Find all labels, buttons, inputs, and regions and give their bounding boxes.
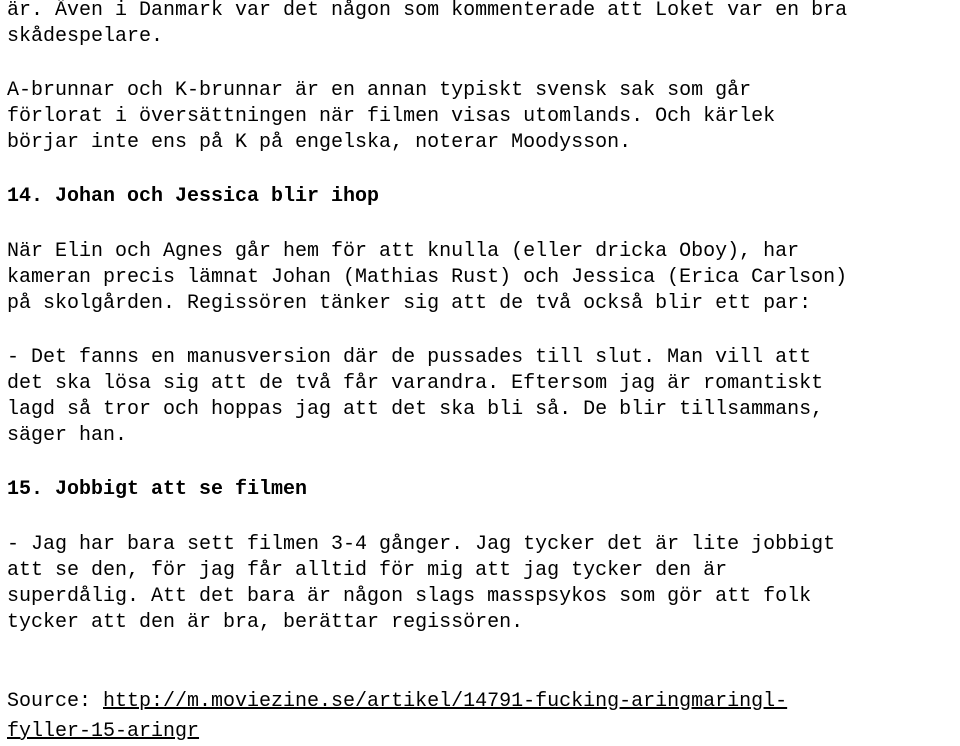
paragraph-1-line-2: skådespelare. bbox=[7, 25, 164, 48]
paragraph-3-line-2: kameran precis lämnat Johan (Mathias Rust) och Jessica (Erica Carlson) bbox=[7, 266, 848, 289]
section-heading-15: 15. Jobbigt att se filmen bbox=[7, 478, 308, 501]
paragraph-2-line-2: förlorat i översättningen när filmen visas utomlands. Och kärlek bbox=[7, 105, 776, 128]
paragraph-5-line-3: superdålig. Att det bara är någon slags masspsykos som gör att folk bbox=[7, 585, 812, 608]
paragraph-1-line-1: är. Även i Danmark var det någon som kommenterade att Loket var en bra bbox=[7, 0, 848, 22]
source-line-2 bbox=[7, 719, 199, 745]
paragraph-4-line-1: - Det fanns en manusversion där de pussades till slut. Man vill att bbox=[7, 346, 812, 369]
paragraph-2-line-3: börjar inte ens på K på engelska, noterar Moodysson. bbox=[7, 131, 632, 154]
section-heading-14: 14. Johan och Jessica blir ihop bbox=[7, 185, 380, 208]
source-label: Source: bbox=[7, 690, 104, 713]
paragraph-3-line-3: på skolgården. Regissören tänker sig att de två också blir ett par: bbox=[7, 292, 812, 315]
paragraph-2-line-1: A-brunnar och K-brunnar är en annan typiskt svensk sak som går bbox=[7, 79, 752, 102]
paragraph-3-line-1: När Elin och Agnes går hem för att knulla (eller dricka Oboy), har bbox=[7, 240, 800, 263]
source-line-1 bbox=[7, 689, 787, 715]
paragraph-5-line-1: - Jag har bara sett filmen 3-4 gånger. Jag tycker det är lite jobbigt bbox=[7, 533, 836, 556]
source-link-continued[interactable]: fyller-15-aringr bbox=[7, 720, 200, 743]
paragraph-4-line-3: lagd så tror och hoppas jag att det ska bli så. De blir tillsammans, bbox=[7, 398, 824, 421]
paragraph-5-line-4: tycker att den är bra, berättar regissören. bbox=[7, 611, 524, 634]
paragraph-4-line-2: det ska lösa sig att de två får varandra. Eftersom jag är romantiskt bbox=[7, 372, 824, 395]
source-link[interactable]: http://m.moviezine.se/artikel/14791-fucking-aringmaringl- bbox=[103, 690, 788, 713]
paragraph-5-line-2: att se den, för jag får alltid för mig att jag tycker den är bbox=[7, 559, 728, 582]
paragraph-4-line-4: säger han. bbox=[7, 424, 128, 447]
